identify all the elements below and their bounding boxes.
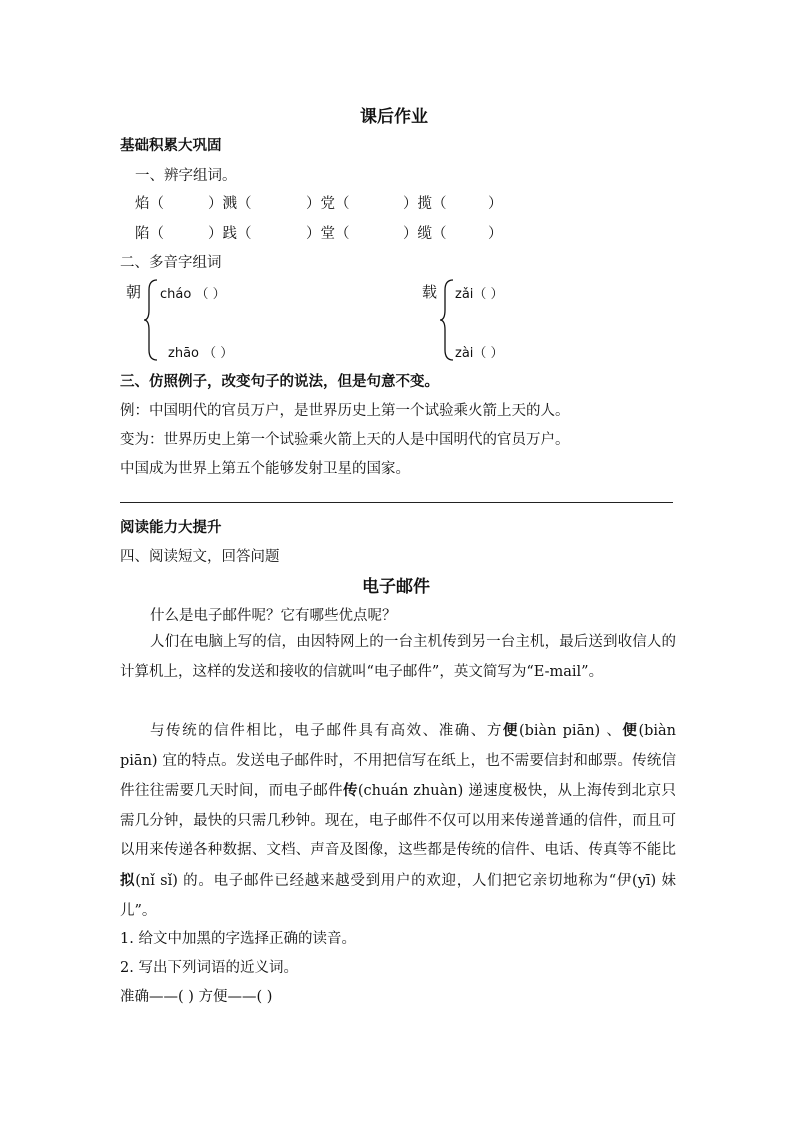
pinyin-option: zhāo （ ） — [168, 346, 234, 361]
changed-sentence: 变为：世界历史上第一个试验乘火箭上天的人是中国明代的官员万户。 — [120, 432, 570, 448]
paragraph-text: (nǐ sǐ) 的。电子邮件已经越来越受到用户的欢迎，人们把它亲切地称为“伊(yī) 妹儿”。 — [120, 872, 677, 919]
pinyin-option: zài（ ） — [455, 346, 504, 361]
word-cell: 焰（ — [135, 196, 164, 212]
bold-char: 传 — [343, 782, 358, 800]
article-paragraph-2 — [120, 628, 676, 687]
polyphonic-char-chao: 朝 — [126, 283, 142, 301]
word-cell: 陷（ — [135, 226, 164, 242]
sub-question-2-answer: 准确——( ) 方便——( ) — [120, 989, 273, 1005]
section-heading-reading: 阅读能力大提升 — [120, 519, 222, 536]
pinyin-choice: (biàn piān) 、 — [518, 723, 623, 739]
sub-question-2: 2. 写出下列词语的近义词。 — [120, 960, 298, 976]
paragraph-text: 与传统的信件相比，电子邮件具有高效、准确、方 — [150, 723, 503, 739]
paragraph-text: (biàn piān) 宜的特点。发送电子邮件时，不用把信写在纸上，也不需要信封和邮票。传统信件往往需要几天时间，而电子邮件 — [120, 723, 677, 800]
question-1-title: 一、辨字组词。 — [135, 168, 237, 184]
brace-icon — [439, 278, 455, 362]
section-divider — [120, 502, 673, 503]
bold-char: 拟 — [120, 871, 136, 889]
pinyin-option: cháo （ ） — [160, 287, 226, 302]
question-2-title: 二、多音字组词 — [120, 255, 222, 271]
question-3-title: 三、仿照例子，改变句子的说法，但是句意不变。 — [120, 373, 439, 390]
article-paragraph-1: 什么是电子邮件呢？它有哪些优点呢？ — [150, 608, 397, 624]
article-paragraph-3 — [120, 716, 676, 926]
bold-char: 便 — [622, 722, 639, 739]
question-4-title: 四、阅读短文，回答问题 — [120, 549, 280, 565]
word-cell: ）缆（ — [403, 226, 447, 242]
pinyin-option: zǎi（ ） — [455, 287, 504, 302]
word-cell: ）党（ — [306, 196, 350, 212]
word-cell: ）揽（ — [403, 196, 447, 212]
paragraph-text: (chuán zhuàn) 递速度极快，从上海传到北京只需几分钟，最快的只需几秒钟。现在，电子邮件不仅可以用来传递普通的信件，而且可以用来传递各种数据、文档、声音及图像，这些都是传统的信件、电话、传真等不能比 — [120, 783, 677, 859]
article-title: 电子邮件 — [362, 577, 430, 597]
word-cell: ）堂（ — [306, 226, 350, 242]
page-title: 课后作业 — [360, 107, 428, 127]
word-cell: ）溅（ — [208, 196, 252, 212]
brace-icon — [143, 278, 159, 362]
bold-char: 便 — [502, 722, 519, 739]
word-cell: ） — [488, 196, 503, 212]
polyphonic-char-zai: 载 — [422, 283, 438, 301]
paragraph-text: 人们在电脑上写的信，由因特网上的一台主机传到另一台主机，最后送到收信人的计算机上，这样的发送和接收的信就叫“电子邮件”，英文简写为“E-mail”。 — [120, 634, 676, 680]
section-heading-basics: 基础积累大巩固 — [120, 137, 222, 154]
word-cell: ）践（ — [208, 226, 252, 242]
word-cell: ） — [488, 226, 503, 242]
task-sentence: 中国成为世界上第五个能够发射卫星的国家。 — [120, 461, 410, 477]
example-sentence: 例：中国明代的官员万户，是世界历史上第一个试验乘火箭上天的人。 — [120, 403, 570, 419]
sub-question-1: 1. 给文中加黑的字选择正确的读音。 — [120, 931, 356, 947]
